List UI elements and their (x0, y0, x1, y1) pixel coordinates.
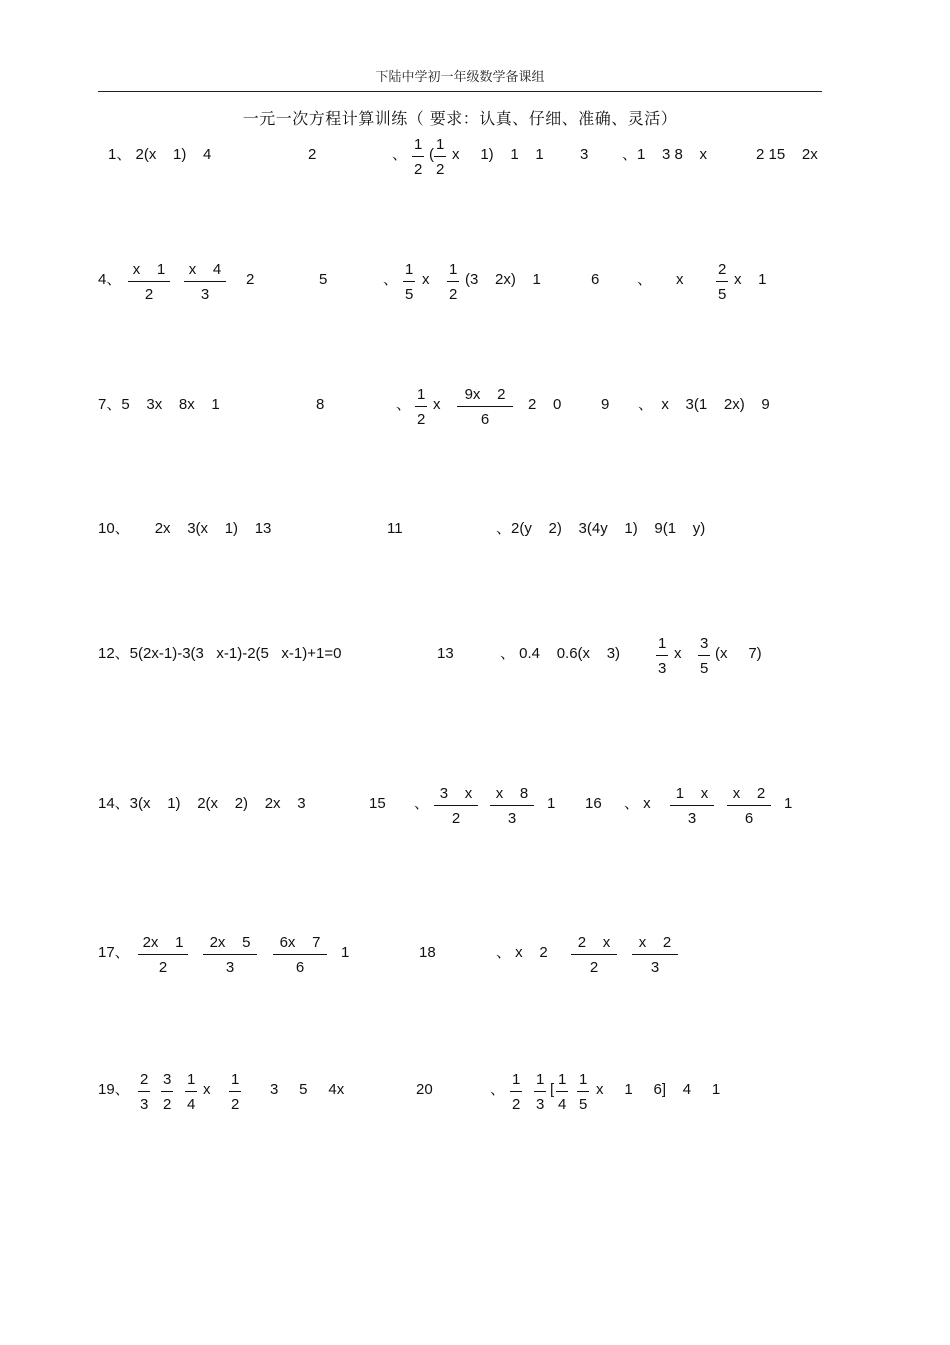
fraction: 1 4 (558, 1071, 567, 1113)
fraction: 2x 1 2 (138, 934, 188, 977)
problem-5-number: 5 (319, 271, 328, 288)
separator: 、 (490, 1081, 506, 1098)
problem-17-number: 17、 (98, 944, 130, 961)
separator: 、 (396, 396, 412, 413)
problem-16-text: 、 x (624, 795, 651, 812)
page-header: 下陆中学初一年级数学备课组 (375, 70, 545, 85)
fraction: 6x 7 6 (273, 934, 327, 977)
problem-3-text: 、1 3 8 x (622, 146, 708, 163)
problem-13-text-end: (x 7) (715, 645, 762, 662)
problem-17-rhs: 1 (341, 944, 350, 961)
problem-13-number: 13 (437, 645, 454, 662)
fraction: 3 2 (163, 1071, 172, 1113)
problem-11-text: 、2(y 2) 3(4y 1) 9(1 y) (496, 520, 706, 537)
separator: 、 (637, 271, 653, 288)
problem-2-text: x 1) 1 1 (452, 146, 544, 163)
problem-1-text: 1、 2(x 1) 4 (108, 146, 212, 163)
fraction: x 8 3 (490, 785, 534, 828)
problem-2-number: 2 (308, 146, 317, 163)
problem-19-rhs: 3 5 4x (270, 1081, 345, 1098)
fraction: 2x 5 3 (203, 934, 257, 977)
problem-18-number: 18 (419, 944, 436, 961)
fraction: 1 x 3 (670, 785, 714, 828)
fraction: 1 2 (417, 386, 426, 428)
separator: 、 (392, 146, 408, 163)
problem-6-number: 6 (591, 271, 600, 288)
separator: 、 (414, 795, 430, 812)
problem-12-text: 12、5(2x-1)-3(3 x-1)-2(5 x-1)+1=0 (98, 645, 342, 662)
fraction: 1 3 (658, 635, 667, 677)
variable: x (433, 396, 441, 413)
fraction: 1 4 (187, 1071, 196, 1113)
problem-8-rhs: 2 0 (528, 396, 562, 413)
problem-4-number: 4、 (98, 271, 122, 288)
fraction: 2 x 2 (571, 934, 617, 977)
fraction: 1 5 (579, 1071, 588, 1113)
problem-8-number: 8 (316, 396, 325, 413)
problem-15-number: 15 (369, 795, 386, 812)
problem-3-number: 3 (580, 146, 589, 163)
fraction: 2 5 (718, 261, 727, 303)
fraction: x 1 2 (128, 261, 170, 304)
fraction: 2 3 (140, 1071, 149, 1113)
fraction: 1 5 (405, 261, 414, 303)
fraction: 3 5 (700, 635, 709, 677)
bracket: [ (550, 1081, 555, 1098)
fraction: 1 2 (414, 136, 423, 178)
worksheet-title: 一元一次方程计算训练（ 要求：认真、仔细、准确、灵活） (242, 109, 678, 128)
problem-9-text: 、 x 3(1 2x) 9 (638, 396, 770, 413)
fraction: 9x 2 6 (457, 386, 513, 429)
problem-16-number: 16 (585, 795, 602, 812)
problem-9-number: 9 (601, 396, 610, 413)
paren: ( (429, 146, 434, 163)
problem-19-number: 19、 (98, 1081, 130, 1098)
problem-13-text: 、 0.4 0.6(x 3) (500, 645, 621, 662)
problem-7-text: 7、5 3x 8x 1 (98, 396, 220, 413)
problem-14-text: 14、3(x 1) 2(x 2) 2x 3 (98, 795, 306, 812)
problem-16-rhs: 1 (784, 795, 793, 812)
fraction: 3 x 2 (434, 785, 478, 828)
fraction: 1 3 (536, 1071, 545, 1113)
problem-20-number: 20 (416, 1081, 433, 1098)
variable: x (674, 645, 682, 662)
problem-15-rhs: 1 (547, 795, 556, 812)
problem-5-text: (3 2x) 1 (465, 271, 541, 288)
problem-11-number: 11 (387, 520, 403, 537)
header-rule (98, 91, 822, 92)
problem-20-text: x 1 6] 4 1 (596, 1081, 721, 1098)
variable: x (422, 271, 430, 288)
problem-6-text: x 1 (734, 271, 767, 288)
separator: 、 (383, 271, 399, 288)
fraction: 1 2 (231, 1071, 240, 1113)
problem-4-rhs: 2 (246, 271, 255, 288)
fraction: x 2 3 (632, 934, 678, 977)
fraction: 1 2 (449, 261, 458, 303)
fraction: x 2 6 (727, 785, 771, 828)
fraction: 1 2 (436, 136, 445, 178)
problem-18-text: 、 x 2 (496, 944, 548, 961)
problem-10-text: 10、 2x 3(x 1) 13 (98, 520, 272, 537)
problem-3-text-end: 2 15 2x (756, 146, 818, 163)
variable: x (676, 271, 684, 288)
fraction: 1 2 (512, 1071, 521, 1113)
fraction: x 4 3 (184, 261, 226, 304)
variable: x (203, 1081, 211, 1098)
